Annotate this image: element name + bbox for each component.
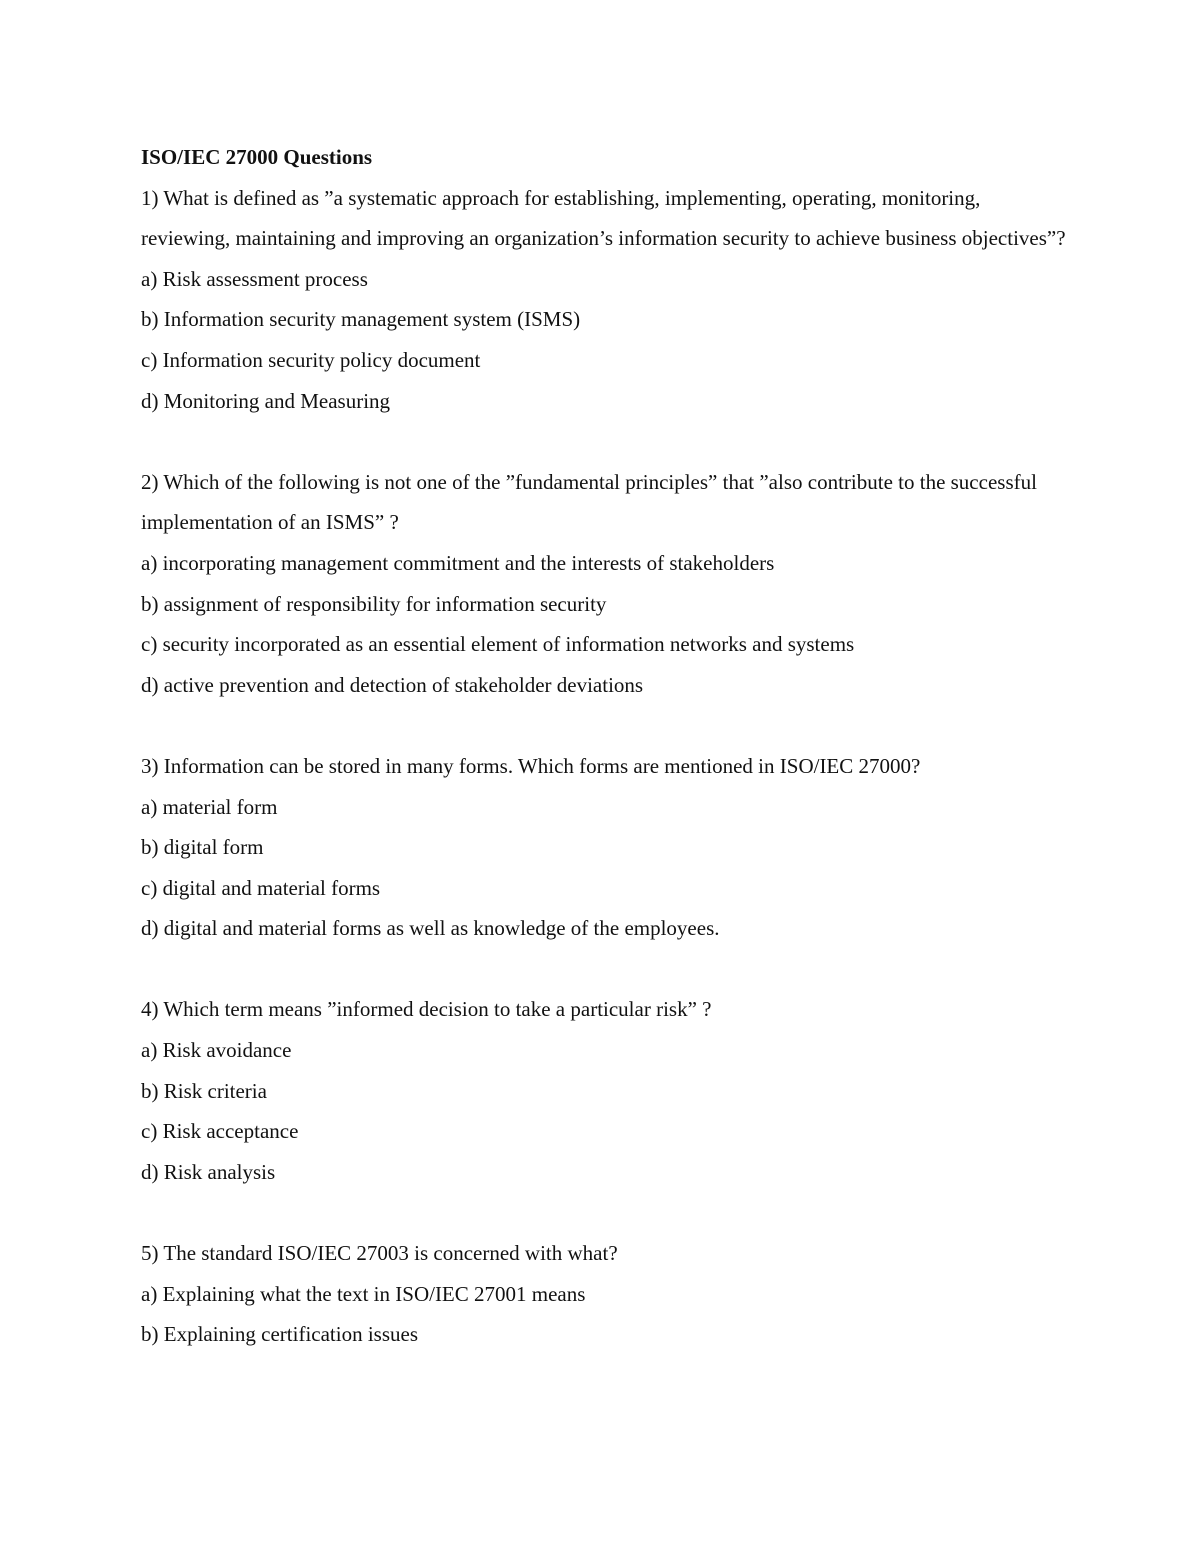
answer-option: d) Risk analysis — [141, 1159, 276, 1184]
document-title: ISO/IEC 27000 Questions — [141, 145, 373, 169]
answer-option: c) Risk acceptance — [141, 1119, 299, 1144]
document-content — [141, 137, 1071, 1355]
question-stem: 3) Information can be stored in many forms. Which forms are mentioned in ISO/IEC 27000? — [141, 753, 921, 778]
question-2 — [141, 462, 1071, 706]
question-spacer — [141, 705, 1071, 746]
question-spacer — [141, 1192, 1071, 1233]
question-1 — [141, 178, 1071, 422]
answer-option: a) Explaining what the text in ISO/IEC 27001 means — [141, 1281, 586, 1306]
answer-option: a) incorporating management commitment and the interests of stakeholders — [141, 550, 775, 575]
answer-option: d) Monitoring and Measuring — [141, 388, 391, 413]
question-4 — [141, 989, 1071, 1192]
answer-option: c) Information security policy document — [141, 347, 481, 372]
answer-option: a) material form — [141, 794, 278, 819]
answer-option: c) security incorporated as an essential element of information networks and systems — [141, 632, 855, 657]
answer-option: c) digital and material forms — [141, 875, 381, 900]
answer-option: b) assignment of responsibility for information security — [141, 591, 607, 616]
question-spacer — [141, 421, 1071, 462]
question-spacer — [141, 949, 1071, 990]
question-stem: 2) Which of the following is not one of the ”fundamental principles” that ”also contribute to the successful implementation of an ISMS” ? — [141, 469, 1037, 535]
answer-option: b) Explaining certification issues — [141, 1322, 419, 1347]
question-stem: 5) The standard ISO/IEC 27003 is concerned with what? — [141, 1241, 618, 1266]
question-3 — [141, 746, 1071, 949]
question-5 — [141, 1233, 1071, 1355]
answer-option: b) digital form — [141, 835, 264, 860]
answer-option: b) Risk criteria — [141, 1078, 267, 1103]
answer-option: d) digital and material forms as well as knowledge of the employees. — [141, 916, 720, 941]
answer-option: d) active prevention and detection of stakeholder deviations — [141, 672, 644, 697]
answer-option: a) Risk avoidance — [141, 1038, 292, 1063]
question-stem: 1) What is defined as ”a systematic approach for establishing, implementing, operating, monitoring, reviewing, maintaining and improving an organization’s information security to achieve business objectives”? — [141, 185, 1066, 251]
question-stem: 4) Which term means ”informed decision to take a particular risk” ? — [141, 997, 712, 1022]
answer-option: b) Information security management system (ISMS) — [141, 307, 581, 332]
answer-option: a) Risk assessment process — [141, 266, 368, 291]
